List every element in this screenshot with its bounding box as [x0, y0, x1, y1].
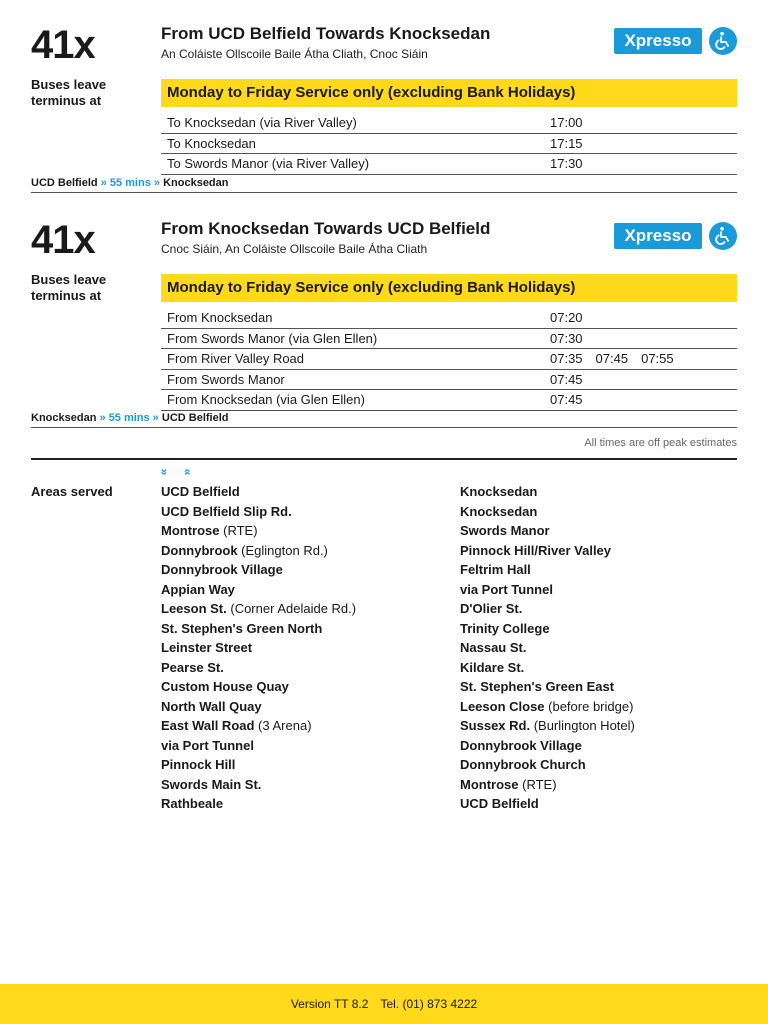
area-stop: Montrose (RTE) — [161, 523, 258, 538]
area-stop: North Wall Quay — [161, 698, 262, 714]
chevron-up-icon: » — [179, 468, 194, 476]
area-stop: Donnybrook (Eglington Rd.) — [161, 542, 328, 558]
area-stop: Knocksedan — [460, 484, 538, 499]
areas-served-label: Areas served — [31, 484, 113, 499]
route-number: 41x — [31, 218, 95, 262]
area-stop: Knocksedan — [460, 503, 538, 519]
areas-right-column — [460, 482, 635, 814]
table-row: To Knocksedan 17:15 — [161, 134, 737, 155]
off-peak-note: All times are off peak estimates — [584, 437, 737, 449]
wheelchair-accessible-icon — [709, 222, 737, 250]
area-stop: East Wall Road (3 Arena) — [161, 718, 312, 733]
area-stop: Kildare St. — [460, 659, 525, 675]
direction-title: From UCD Belfield Towards Knocksedan — [161, 24, 491, 43]
area-stop: UCD Belfield Slip Rd. — [161, 503, 292, 519]
table-row: From Swords Manor (via Glen Ellen) 07:30 — [161, 329, 737, 350]
area-stop: Leinster Street — [161, 640, 253, 655]
timetable-section-outbound — [31, 20, 737, 195]
table-row: From River Valley Road 07:35 07:45 07:55 — [161, 349, 737, 370]
journey-summary: UCD Belfield » 55 mins » Knocksedan — [31, 174, 737, 193]
divider — [31, 458, 737, 460]
area-stop: D'Olier St. — [460, 601, 523, 616]
xpresso-badge: Xpresso — [614, 28, 702, 54]
area-stop: Montrose (RTE) — [460, 776, 557, 792]
area-stop: St. Stephen's Green North — [161, 620, 323, 636]
service-text: Monday to Friday Service only (excluding Bank Holidays) — [167, 279, 576, 296]
area-stop: St. Stephen's Green East — [460, 679, 615, 694]
area-stop: Donnybrook Village — [460, 737, 582, 753]
times-table — [161, 113, 737, 175]
xpresso-badge: Xpresso — [614, 223, 702, 249]
area-stop: Pearse St. — [161, 659, 224, 675]
buses-leave-label: Buses leave terminus at — [31, 77, 107, 108]
area-stop: Swords Manor — [460, 523, 550, 538]
area-stop: UCD Belfield — [161, 484, 240, 499]
table-row: From Swords Manor 07:45 — [161, 370, 737, 391]
version-text: Version TT 8.2 — [290, 997, 369, 1011]
wheelchair-accessible-icon — [709, 27, 737, 55]
footer — [0, 984, 768, 1024]
table-row: From Knocksedan (via Glen Ellen) 07:45 — [161, 390, 737, 411]
area-stop: Appian Way — [161, 581, 235, 597]
area-stop: UCD Belfield — [460, 796, 539, 811]
area-stop: Swords Main St. — [161, 776, 262, 792]
telephone-text: Tel. (01) 873 4222 — [380, 997, 478, 1011]
service-banner — [161, 79, 737, 107]
timetable-section-inbound — [31, 215, 737, 430]
buses-leave-label: Buses leave terminus at — [31, 272, 107, 303]
table-row: To Knocksedan (via River Valley) 17:00 — [161, 113, 737, 134]
direction-title: From Knocksedan Towards UCD Belfield — [161, 219, 491, 238]
area-stop: via Port Tunnel — [460, 581, 553, 597]
journey-summary: Knocksedan » 55 mins » UCD Belfield — [31, 409, 737, 428]
areas-left-column — [161, 482, 356, 814]
area-stop: Trinity College — [460, 620, 550, 636]
table-row: From Knocksedan 07:20 — [161, 308, 737, 329]
direction-subtitle: Cnoc Siáin, An Coláiste Ollscoile Baile Átha Cliath — [161, 242, 428, 256]
area-stop: Donnybrook Church — [460, 757, 586, 772]
table-row: To Swords Manor (via River Valley) 17:30 — [161, 154, 737, 175]
service-text: Monday to Friday Service only (excluding Bank Holidays) — [167, 84, 576, 101]
area-stop: Leeson St. (Corner Adelaide Rd.) — [161, 601, 357, 616]
route-number: 41x — [31, 23, 95, 67]
service-banner — [161, 274, 737, 302]
chevron-down-icon: » — [157, 468, 172, 476]
area-stop: Feltrim Hall — [460, 562, 531, 577]
area-stop: Nassau St. — [460, 640, 527, 655]
area-stop: Rathbeale — [161, 796, 224, 811]
direction-subtitle: An Coláiste Ollscoile Baile Átha Cliath, Cnoc Siáin — [161, 47, 428, 61]
area-stop: Pinnock Hill — [161, 757, 236, 772]
times-table — [161, 308, 737, 411]
area-stop: Custom House Quay — [161, 679, 289, 694]
area-stop: Leeson Close (before bridge) — [460, 698, 634, 714]
area-stop: Sussex Rd. (Burlington Hotel) — [460, 718, 635, 733]
area-stop: via Port Tunnel — [161, 737, 254, 753]
area-stop: Pinnock Hill/River Valley — [460, 542, 612, 558]
area-stop: Donnybrook Village — [161, 562, 283, 577]
